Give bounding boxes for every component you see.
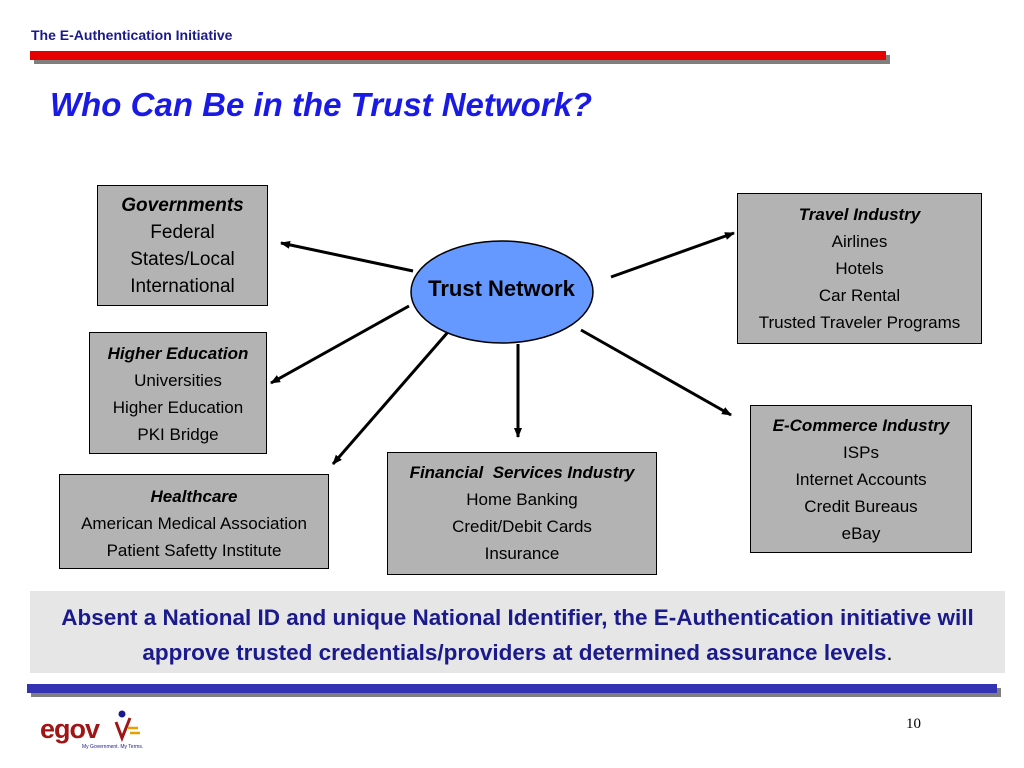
higher-education-item: PKI Bridge (137, 425, 219, 444)
svg-text:egov: egov (40, 714, 100, 744)
governments-heading: Governments (121, 195, 244, 216)
summary-callout (30, 591, 1005, 673)
financial-services-box (387, 452, 657, 575)
ecommerce-item: eBay (841, 524, 881, 543)
financial-services-item: Credit/Debit Cards (452, 517, 592, 536)
header-title: The E-Authentication Initiative (31, 27, 233, 43)
higher-education-item: Universities (134, 371, 222, 390)
ecommerce-item: ISPs (843, 443, 879, 462)
travel-industry-item: Trusted Traveler Programs (758, 313, 961, 332)
financial-services-heading: Financial Services Industry (409, 463, 635, 482)
summary-callout-text: Absent a National ID and unique National Identifier, the E-Authentication initiative will approve trusted credentials/providers at determined assurance levels (61, 605, 974, 665)
governments-item: Federal (150, 222, 215, 243)
ecommerce-heading: E-Commerce Industry (772, 416, 950, 435)
arrow-to-travel (611, 233, 734, 277)
slide-title: Who Can Be in the Trust Network? (50, 86, 593, 123)
trust-network-label: Trust Network (428, 276, 575, 301)
healthcare-box (59, 474, 329, 569)
summary-callout-period: . (886, 640, 893, 665)
arrow-to-healthcare (333, 332, 448, 464)
financial-services-item: Home Banking (466, 490, 578, 509)
egov-logo (40, 708, 150, 754)
travel-industry-item: Car Rental (818, 286, 901, 305)
higher-education-heading: Higher Education (107, 344, 249, 363)
egov-logo-mark (40, 708, 150, 754)
higher-education-box (89, 332, 267, 454)
healthcare-heading: Healthcare (150, 487, 238, 506)
travel-industry-heading: Travel Industry (798, 205, 921, 224)
governments-box (97, 185, 268, 306)
ecommerce-item: Internet Accounts (795, 470, 927, 489)
arrow-to-ecommerce (581, 330, 731, 415)
ecommerce-item: Credit Bureaus (804, 497, 918, 516)
page-number: 10 (906, 716, 921, 732)
travel-industry-item: Airlines (831, 232, 888, 251)
governments-item: International (130, 276, 235, 297)
bottom-divider-bar (27, 684, 997, 693)
healthcare-item: Patient Safetty Institute (106, 541, 282, 560)
governments-item: States/Local (130, 249, 235, 270)
ecommerce-box (750, 405, 972, 553)
travel-industry-item: Hotels (835, 259, 884, 278)
arrow-to-governments (281, 243, 413, 271)
higher-education-item: Higher Education (112, 398, 244, 417)
egov-tagline: My Government. My Terms. (82, 744, 144, 750)
arrow-to-higher-education (271, 306, 409, 383)
healthcare-item: American Medical Association (81, 514, 307, 533)
travel-industry-box (737, 193, 982, 344)
financial-services-item: Insurance (484, 544, 560, 563)
